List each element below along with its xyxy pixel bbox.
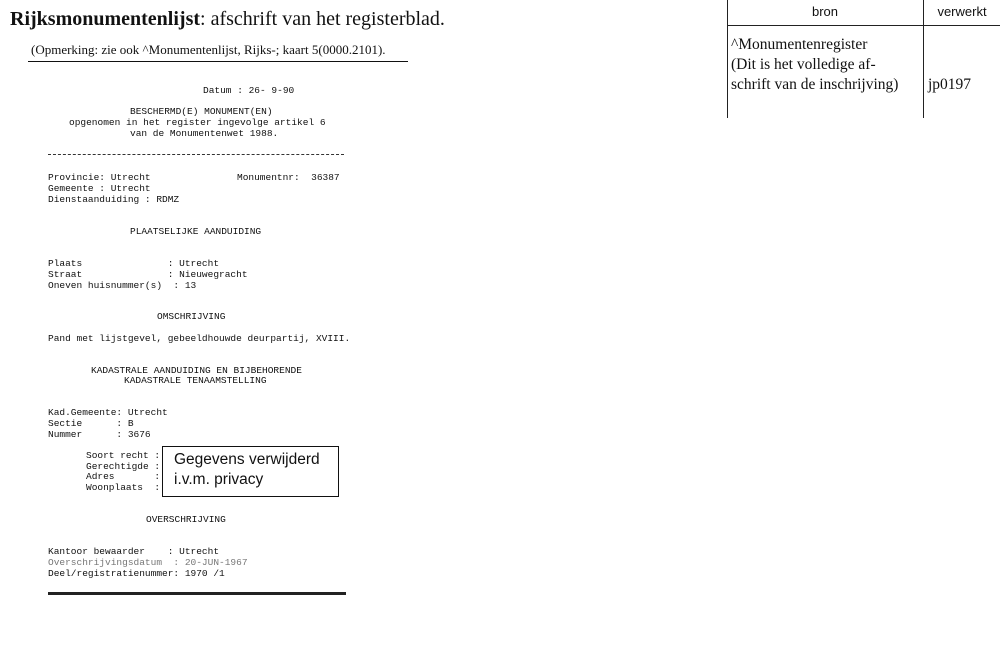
monumentnr-line: Monumentnr: 36387 <box>237 172 340 183</box>
title-rest: : afschrift van het registerblad. <box>200 8 445 30</box>
dienst-line: Dienstaanduiding : RDMZ <box>48 194 180 205</box>
woonplaats-line: Woonplaats : <box>86 482 161 493</box>
overschrijvingsdatum-line: Overschrijvingsdatum : 20-JUN-1967 <box>48 557 248 568</box>
title-bold: Rijksmonumentenlijst <box>10 8 201 30</box>
section-kadastraal-2: KADASTRALE TENAAMSTELLING <box>124 375 267 386</box>
heading-line-1: BESCHERMD(E) MONUMENT(EN) <box>130 106 273 117</box>
privacy-line-1: Gegevens verwijderd <box>174 451 320 468</box>
remark-underline <box>28 61 408 62</box>
bron-line-3: schrift van de inschrijving) <box>731 76 899 93</box>
section-plaatselijk: PLAATSELIJKE AANDUIDING <box>130 226 262 237</box>
bron-line-1: ^Monumentenregister <box>731 36 868 53</box>
heading-line-3: van de Monumentenwet 1988. <box>130 128 279 139</box>
kad-gemeente-line: Kad.Gemeente: Utrecht <box>48 407 168 418</box>
kantoor-line: Kantoor bewaarder : Utrecht <box>48 546 220 557</box>
adres-line: Adres : <box>86 471 161 482</box>
provincie-line: Provincie: Utrecht <box>48 172 151 183</box>
soort-recht-line: Soort recht : <box>86 450 161 461</box>
datum-line: Datum : 26- 9-90 <box>203 85 295 96</box>
gerechtigde-line: Gerechtigde : <box>86 461 161 472</box>
section-kadastraal-1: KADASTRALE AANDUIDING EN BIJBEHORENDE <box>91 365 302 376</box>
privacy-notice-box <box>162 446 339 497</box>
heading-line-2: opgenomen in het register ingevolge artikel 6 <box>69 117 326 128</box>
remark-text: (Opmerking: zie ook ^Monumentenlijst, Rijks-; kaart 5(0000.2101). <box>31 42 386 57</box>
section-overschrijving: OVERSCHRIJVING <box>146 514 226 525</box>
huisnummer-line: Oneven huisnummer(s) : 13 <box>48 280 197 291</box>
sectie-line: Sectie : B <box>48 418 134 429</box>
bron-line-2: (Dit is het volledige af- <box>731 56 876 73</box>
nummer-line: Nummer : 3676 <box>48 429 151 440</box>
deel-line: Deel/registratienummer: 1970 /1 <box>48 568 225 579</box>
gemeente-line: Gemeente : Utrecht <box>48 183 151 194</box>
verwerkt-value: jp0197 <box>928 76 972 93</box>
section-omschrijving: OMSCHRIJVING <box>157 311 226 322</box>
end-divider <box>48 592 346 595</box>
omschrijving-line: Pand met lijstgevel, gebeeldhouwde deurpartij, XVIII. <box>48 333 351 344</box>
page-title <box>10 8 445 31</box>
dashed-divider <box>48 154 344 155</box>
plaats-line: Plaats : Utrecht <box>48 258 220 269</box>
source-table <box>727 0 1000 118</box>
privacy-line-2: i.v.m. privacy <box>174 471 264 488</box>
column-header-verwerkt: verwerkt <box>937 4 987 19</box>
column-header-bron: bron <box>811 4 839 19</box>
straat-line: Straat : Nieuwegracht <box>48 269 248 280</box>
